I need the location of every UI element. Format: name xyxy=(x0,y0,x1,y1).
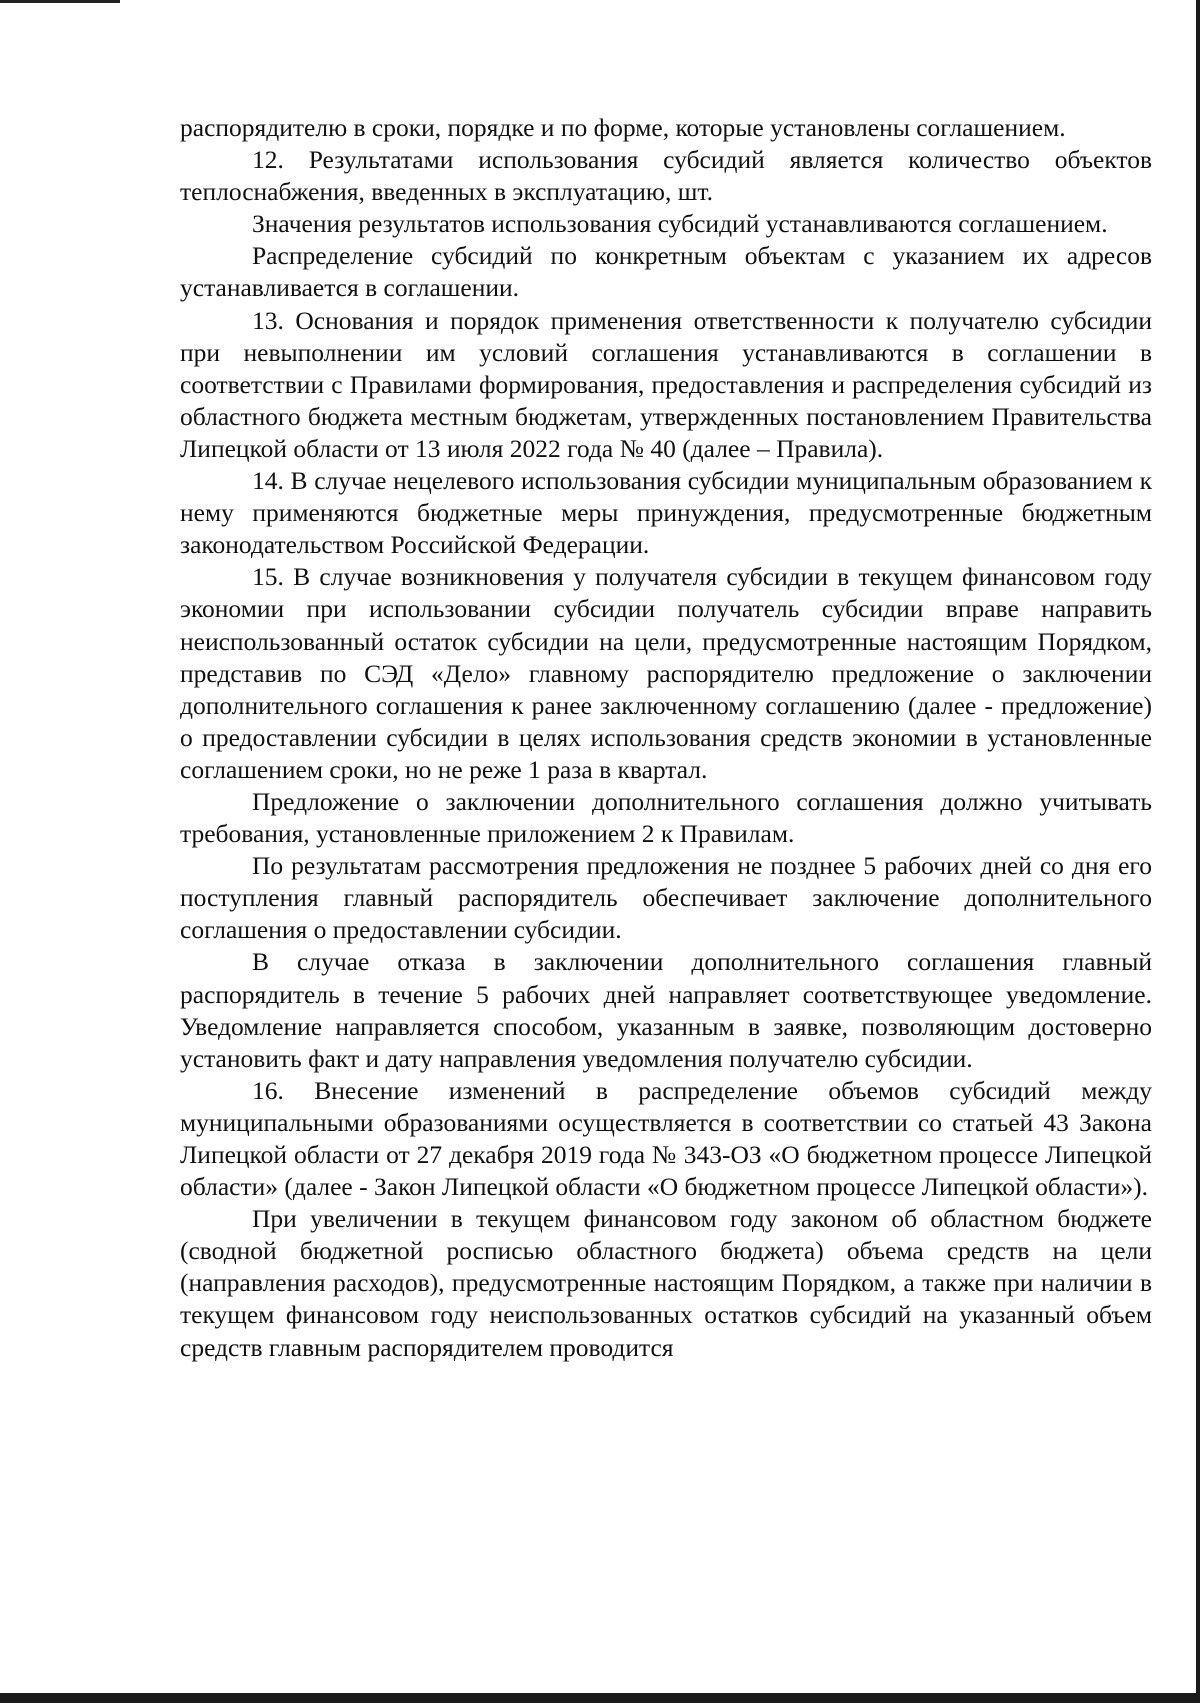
paragraph: распорядителю в сроки, порядке и по форме, которые установлены соглашением. xyxy=(180,113,1066,142)
paragraph: 12. Результатами использования субсидий является количество объектов теплоснабжения, введенных в эксплуатацию, шт. xyxy=(180,145,1152,207)
document-body xyxy=(180,112,1152,1364)
paragraph: Значения результатов использования субсидий устанавливаются соглашением. xyxy=(252,209,1108,239)
paragraph: При увеличении в текущем финансовом году законом об областном бюджете (сводной бюджетной росписью областного бюджета) объема средств на цели (направления расходов), предусмотренные настоящим Порядком, а также при наличии в текущем финансовом году неиспользованных остатков субсидий на указанный объем средств главным распорядителем проводится xyxy=(180,1204,1152,1362)
paragraph: Предложение о заключении дополнительного соглашения должно учитывать требования, установленные приложением 2 к Правилам. xyxy=(180,786,1152,849)
paragraph: 14. В случае нецелевого использования субсидии муниципальным образованием к нему применяются бюджетные меры принуждения, предусмотренные бюджетным законодательством Российской Федерации. xyxy=(180,466,1152,560)
paragraph: 15. В случае возникновения у получателя субсидии в текущем финансовом году экономии при использовании субсидии получатель субсидии вправе направить неиспользованный остаток субсидии на цели, предусмотренные настоящим Порядком, представив по СЭД «Дело» главному распорядителю предложение о заключении дополнительного соглашения к ранее заключенному соглашению (далее - предложение) о предоставлении субсидии в целях использования средств экономии в установленные соглашением сроки, но не реже 1 раза в квартал. xyxy=(180,562,1152,784)
paragraph: 13. Основания и порядок применения ответственности к получателю субсидии при невыполнении им условий соглашения устанавливаются в соглашении в соответствии с Правилами формирования, предоставления и распределения субсидий из областного бюджета местным бюджетам, утвержденных постановлением Правительства Липецкой области от 13 июля 2022 года № 40 (далее – Правила). xyxy=(180,305,1152,463)
scan-edge-right xyxy=(1196,0,1200,1703)
paragraph: 16. Внесение изменений в распределение объемов субсидий между муниципальными образованиями осуществляется в соответствии со статьей 43 Закона Липецкой области от 27 декабря 2019 года № 343-ОЗ «О бюджетном процессе Липецкой области» (далее - Закон Липецкой области «О бюджетном процессе Липецкой области»). xyxy=(180,1075,1152,1202)
paragraph: В случае отказа в заключении дополнительного соглашения главный распорядитель в течение 5 рабочих дней направляет соответствующее уведомление. Уведомление направляется способом, указанным в заявке, позволяющим достоверно установить факт и дату направления уведомления получателю субсидии. xyxy=(180,947,1152,1073)
scan-edge-top xyxy=(0,0,120,3)
paragraph: Распределение субсидий по конкретным объектам с указанием их адресов устанавливается в соглашении. xyxy=(180,241,1152,303)
paragraph: По результатам рассмотрения предложения не позднее 5 рабочих дней со дня его поступления главный распорядитель обеспечивает заключение дополнительного соглашения о предоставлении субсидии. xyxy=(180,851,1152,945)
scan-edge-bottom xyxy=(0,1693,1200,1703)
